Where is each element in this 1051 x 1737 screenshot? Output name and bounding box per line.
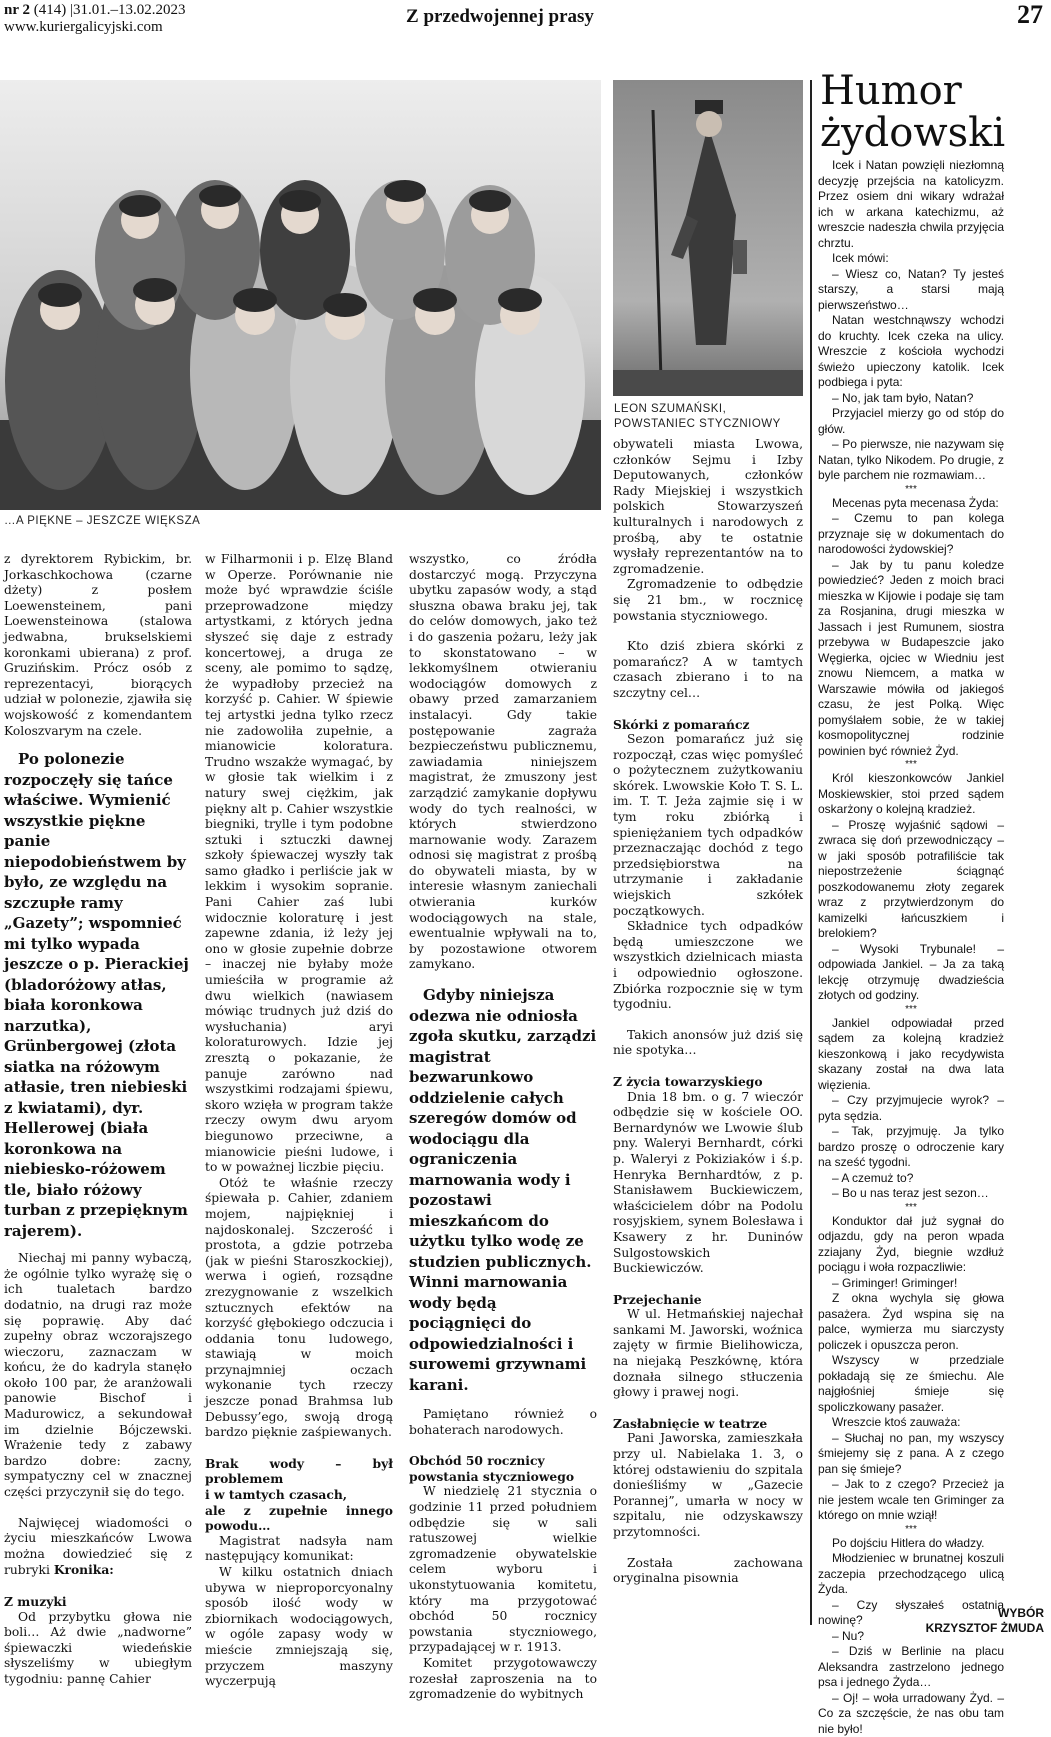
paragraph: W kilku ostatnich dniach ubywa w nieproporcyonalny sposób ilość wody w zbiornikach wodociągowych, w ogóle zapasy wody w mieście zmniejszają się, przyczem maszyny wyczerpują bbox=[205, 1565, 393, 1690]
paragraph: w Filharmonii i p. Elzę Bland w Operze. Porównanie nie może być wprawdzie ściśle przeprowadzone między artystkami, z których jedna słyszeć się daje z estrady koncertowej, a druga ze sceny, ale pomimo to sądzę, że wypadłoby przecież na korzyść p. Cahier. W śpiewie tej artystki jedna tylko rzecz nie zadowoliła zupełnie, a mianowicie koloratura. Trudno wszakże wymagać, by w głosie tak wielkim i z natury swej ciężkim, jak piękny alt p. Cahier wszystkie biegniki, trylle i tym podobne sztuki i sztuczki dawnej szkoły śpiewaczej wyszły tak samo gładko i perliście jak w lekkim i wysokim sopranie. Pani Cahier zaś lubi widocznie koloraturę i jest zapewne zdania, iż leży jej ono w głosie zupełnie dobrze – inaczej nie byłaby może umieściła w programie aż dwu wielkich (nawiasem mówiąc trudnych już dziś do wysłuchania) aryi koloraturowych. Idzie jej zresztą o pokazanie, że panuje zarówno nad wszystkimi rodzajami śpiewu, skoro wzięła w program także rzeczy owym dwu aryom biegunowo przeciwne, a mianowicie pieśni ludowe, i to w poważnej liczbie pięciu. bbox=[205, 552, 393, 1176]
page-number: 27 bbox=[1017, 0, 1043, 30]
subheading-line: Obchód 50 rocznicy bbox=[409, 1453, 597, 1469]
soldier-photo-caption bbox=[614, 402, 804, 432]
joke-line: Król kieszonkowców Jankiel Moskiewskier, stoi przed sądem oskarżony o kolejną kradzież. bbox=[818, 771, 1004, 818]
issue-no: (414) bbox=[34, 2, 67, 18]
joke-line: – Czy przyjmujecie wyrok? – pyta sędzia. bbox=[818, 1093, 1004, 1124]
joke-line: Wszyscy w przedziale pokładają się ze śmiechu. Ale najgłośniej śmieje się spoliczkowany pasażer. bbox=[818, 1353, 1004, 1415]
subheading-zaslabniecie: Zasłabnięcie w teatrze bbox=[613, 1416, 803, 1432]
paragraph: Komitet przygotowawczy rozesłał zaproszenia na to zgromadzenie do wybitnych bbox=[409, 1656, 597, 1703]
joke-line: Przyjaciel mierzy go od stóp do głów. bbox=[818, 406, 1004, 437]
paragraph: Składnice tych odpadków będą umieszczone we wszystkich dzielnicach miasta i odpowiednio ogłoszone. Zbiórka rozpocznie się w tym tygodniu. bbox=[613, 919, 803, 1013]
subheading-skorki: Skórki z pomarańcz bbox=[613, 717, 803, 733]
column-divider bbox=[810, 80, 812, 1625]
paragraph: Została zachowana oryginalna pisownia bbox=[613, 1556, 803, 1587]
joke-separator: *** bbox=[818, 759, 1004, 771]
paragraph: W ul. Hetmańskiej najechał sankami M. Jaworski, woźnica zajęty w firmie Bielihowicza, na niejaką Peszkównę, która doznała silnego stłuczenia głowy i prawej nogi. bbox=[613, 1307, 803, 1401]
subheading-obchod bbox=[409, 1453, 597, 1484]
signature bbox=[860, 1606, 1044, 1636]
joke-line: – Proszę wyjaśnić sądowi – zwraca się doń przewodniczący – w jaki sposób potrafiliście tak niepostrzeżenie ściągnąć poszkodowanemu złoty zegarek wraz z przytwierdzonym do kamizelki łańcuszkiem i brelokiem? bbox=[818, 818, 1004, 942]
joke-line: – No, jak tam było, Natan? bbox=[818, 391, 1004, 407]
subheading-line: i w tamtych czasach, bbox=[205, 1487, 393, 1503]
paragraph: Dnia 18 bm. o g. 7 wieczór odbędzie się w kościele OO. Bernardynów we Lwowie ślub pny. Waleryi Bernhardt, córki p. Waleryi z Pokiziaków i ś.p. Henryka Bernhardtów, z p. Stanisławem Buckiewiczem, właścicielem dóbr na Podolu rosyjskiem, synem Bolesława i Ksawery z hr. Duninów Sulgostowskich Buckiewiczów. bbox=[613, 1090, 803, 1277]
joke-line: Mecenas pyta mecenasa Żyda: bbox=[818, 496, 1004, 512]
paragraph: Otóż te właśnie rzeczy śpiewała p. Cahier, zdaniem mojem, najpiękniej i najdoskonalej. Szczerość i prostota, a gdzie potrzeba (jak w pieśni Staroszkockiej), werwa i ogień, rozsądne zrezygnowanie z wszelkich sztucznych efektów na korzyść głębokiego odczucia i oddania tonu ludowego, stawiają w moich przynajmniej oczach wykonanie tych rzeczy jeszcze ponad Brahmsa lub Debussy’ego, swoją drogą bardzo pięknie zaśpiewanych. bbox=[205, 1176, 393, 1441]
paragraph-bold: Kronika: bbox=[54, 1562, 114, 1577]
paragraph: Sezon pomarańcz już się rozpoczął, czas więc pomyśleć o pożytecznem zużytkowaniu skórek. Lwowskie Koło T. S. L. im. T. T. Jeża zajmie się i w tym roku zbiórką i spieniężaniem tych odpadków przeznaczając dochód z tego przedsiębiorstwa na utrzymanie i zakładanie wiejskich szkółek początkowych. bbox=[613, 732, 803, 919]
paragraph: obywateli miasta Lwowa, członków Sejmu i Izby Deputowanych, członków Rady Miejskiej i wszystkich polskich Stowarzyszeń kulturalnych i narodowych z prośbą, aby te ostatnie wysłały reprezentantów na to zgromadzenie. bbox=[613, 437, 803, 577]
paragraph: Magistrat nadsyła nam następujący komunikat: bbox=[205, 1534, 393, 1565]
paragraph: Pamiętano również o bohaterach narodowych. bbox=[409, 1407, 597, 1438]
joke-line: Icek mówi: bbox=[818, 251, 1004, 267]
joke-line: – Czy słyszałeś ostatnią nowinę? bbox=[818, 1598, 1004, 1629]
joke-line: – Czemu to pan kolega przyznaje się w dokumentach do narodowości żydowskiej? bbox=[818, 511, 1004, 558]
soldier-caption-line-2: POWSTANIEC STYCZNIOWY bbox=[614, 417, 804, 432]
joke-line: – Jak to z czego? Przecież ja nie jestem wcale ten Griminger za którego on mnie wziął! bbox=[818, 1477, 1004, 1524]
article-column-4 bbox=[613, 437, 803, 1587]
section-title: Z przedwojennej prasy bbox=[0, 6, 1000, 28]
article-column-1 bbox=[4, 552, 192, 1688]
paragraph: Niechaj mi panny wybaczą, że ogólnie tylko wyrażę się o ich tualetach bardzo dodatnio, na drugi raz może się poprawię. Aby dać zupełny obraz wczorajszego wieczoru, zaznaczam w końcu, że do kadryla stanęło około 100 par, że aranżowali panowie Bischof i Madurowicz, a sekundował im dzielnie Bójczewski. Wrażenie tedy z zabawy bardzo dobre: zacny, sympatyczny cel w znacznej części przyczynił się do tego. bbox=[4, 1251, 192, 1501]
joke-line: Wreszcie ktoś zauważa: bbox=[818, 1415, 1004, 1431]
paragraph bbox=[4, 1516, 192, 1579]
joke-line: Natan westchnąwszy wchodzi do kruchty. Icek czeka na ulicy. Wreszcie z kościoła wychodzi świeżo upieczony katolik. Icek podbiega i pyta: bbox=[818, 313, 1004, 391]
lead-paragraph: Po polonezie rozpoczęły się tańce właściwe. Wymienić wszystkie piękne panie niepodobieństwem by było, ze względu na szczupłe ramy „Gazety”; wspomnieć mi tylko wypada jeszcze o p. Pierackiej (bladoróżowy atłas, biała koronkowa narzutka), Grünbergowej (złota siatka na różowym atłasie, tren niebieski z kwiatami), dyr. Hellerowej (biała koronkowa na niebiesko-różowem tle, biało różowy turban z przepięknym rajerem). bbox=[4, 749, 192, 1241]
joke-separator: *** bbox=[818, 1524, 1004, 1536]
paragraph: Zgromadzenie to odbędzie się 21 bm., w rocznicę powstania styczniowego. bbox=[613, 577, 803, 624]
ladies-photo-caption: …A PIĘKNE – JESZCZE WIĘKSZA bbox=[4, 514, 404, 529]
subheading-line: ale z zupełnie innego powodu… bbox=[205, 1503, 393, 1534]
paragraph: Od przybytku głowa nie boli… Aż dwie „nadworne” śpiewaczki wiedeńskie słyszeliśmy w ubiegłym tygodniu: pannę Cahier bbox=[4, 1610, 192, 1688]
issue-number: nr 2 bbox=[4, 2, 30, 18]
joke-line: – Tak, przyjmuję. Ja tylko bardzo proszę o odroczenie kary na sześć tygodni. bbox=[818, 1124, 1004, 1171]
article-column-2 bbox=[205, 552, 393, 1690]
lead-paragraph: Gdyby niniejsza odezwa nie odniosła zgoła skutku, zarządzi magistrat bezwarunkowo oddzielenie całych szeregów domów od wodociągu dla ograniczenia marnowania wody i pozostawi mieszkańcom do użytku tylko wodę ze studzien publicznych. Winni marnowania wody będą pociągnięci do odpowiedzialności i surowemi grzywnami karani. bbox=[409, 985, 597, 1395]
subheading-woda bbox=[205, 1456, 393, 1534]
signature-author: KRZYSZTOF ŻMUDA bbox=[860, 1621, 1044, 1636]
paragraph: Pani Jaworska, zamieszkała przy ul. Nabielaka 1. 3, o której odstawieniu do szpitala donieśliśmy w „Gazecie Porannej”, umarła w nocy w szpitalu, nie odzyskawszy przytomności. bbox=[613, 1431, 803, 1540]
signature-line-1: WYBÓR bbox=[860, 1606, 1044, 1621]
subheading-line: Brak wody – był problemem bbox=[205, 1456, 393, 1487]
joke-line: – Oj! – woła urradowany Żyd. – Co za szczęście, że nas obu tam nie było! bbox=[818, 1691, 1004, 1737]
joke-line: Icek i Natan powzięli niezłomną decyzję przejścia na katolicyzm. Przez osiem dni wikary wdrażał ich w arkana katechizmu, aż wreszcie nadeszła chwila przyjęcia chrztu. bbox=[818, 158, 1004, 251]
humor-jokes bbox=[818, 158, 1004, 1737]
joke-line: Po dojściu Hitlera do władzy. bbox=[818, 1536, 1004, 1552]
soldier-caption-line-1: LEON SZUMAŃSKI, bbox=[614, 402, 804, 417]
article-column-3 bbox=[409, 552, 597, 1703]
joke-line: – Bo u nas teraz jest sezon… bbox=[818, 1186, 1004, 1202]
joke-line: Konduktor dał już sygnał do odjazdu, gdy na peron wpada zziajany Żyd, biegnie wzdłuż pociągu i woła rozpaczliwie: bbox=[818, 1214, 1004, 1276]
issue-dates: |31.01.–13.02.2023 bbox=[70, 2, 186, 18]
joke-line: Jankiel odpowiadał przed sądem za kolejną kradzież kieszonkową i jako recydywista skazany został na dwa lata więzienia. bbox=[818, 1016, 1004, 1094]
joke-separator: *** bbox=[818, 484, 1004, 496]
subheading-przejechanie: Przejechanie bbox=[613, 1292, 803, 1308]
website-link[interactable]: www.kuriergalicyjski.com bbox=[4, 19, 186, 36]
subheading-zycia: Z życia towarzyskiego bbox=[613, 1074, 803, 1090]
paragraph: wszystko, co źródła dostarczyć mogą. Przyczyna ubytku zapasów wody, a stąd słuszna obawa braku jej, tak do celów domowych, jako też i do gaszenia pożaru, leży jak to skonstatowano – w lekkomyślnem otwieraniu wodociągów domowych z obawy przed zamarzaniem instalacyi. Gdy takie postępowanie zagraża bezpieczeństwu publicznemu, zawiadamia niniejszem magistrat, że zmuszony jest zarządzić zamykanie dopływu wody do tych realności, w których stwierdzono marnowanie wody. Zarazem odnosi się magistrat z prośbą do obywateli miasta, by w interesie własnym zaniechali otwierania kurków wodociągowych na stale, ewentualnie wpływali na to, by pozostawione otworem zamykano. bbox=[409, 552, 597, 973]
joke-line: – Wysoki Trybunale! – odpowiada Jankiel. – Ja za taką lekcję otrzymuję dwadzieścia złotych od godziny. bbox=[818, 942, 1004, 1004]
joke-line: – Wiesz co, Natan? Ty jesteś starszy, a starsi mają pierwszeństwo… bbox=[818, 267, 1004, 314]
joke-line: – Po pierwsze, nie nazywam się Natan, tylko Nikodem. Po drugie, z byle parchem nie rozmawiam… bbox=[818, 437, 1004, 484]
paragraph-text: Najwięcej wiadomości o życiu mieszkańców Lwowa można dowiedzieć się z rubryki bbox=[4, 1516, 192, 1578]
soldier-photo bbox=[613, 80, 803, 396]
joke-line: – Griminger! Griminger! bbox=[818, 1276, 1004, 1292]
subheading-muzyki: Z muzyki bbox=[4, 1594, 192, 1610]
subheading-line: powstania styczniowego bbox=[409, 1469, 597, 1485]
joke-separator: *** bbox=[818, 1004, 1004, 1016]
joke-line: – Nu? bbox=[818, 1629, 1004, 1645]
joke-line: – A czemuż to? bbox=[818, 1171, 1004, 1187]
paragraph: z dyrektorem Rybickim, br. Jorkaschkochowa (czarne dżety) z posłem Loewensteinem, pani Loewensteinowa (stalowa jedwabna, brukselskiemi koronkami ubierana) z prof. Gruzińskim. Prócz osób z reprezentacyi, biorących udział w polonezie, zjawiła się wojskowość z komendantem Koloszvarym na czele. bbox=[4, 552, 192, 739]
joke-line: Młodzieniec w brunatnej koszuli zaczepia przechodzącego ulicą Żyda. bbox=[818, 1551, 1004, 1598]
humor-title-line-2: żydowski bbox=[820, 112, 1050, 154]
joke-line: – Jak by tu panu koledze powiedzieć? Jeden z moich braci mieszka w Kijowie i podaje się tam za Rosjanina, drugi mieszka w Jassach i jest Rumunem, siostra przebywa w Budapeszcie jako Węgierka, ojciec w Wiedniu jest znowu Niemcem, a matka w Warszawie mówiła od jakiegoś czasu, że jest Polką. Więc pomyślałem sobie, że w takiej kosmopolitycznej rodzinie powinien być również Żyd. bbox=[818, 558, 1004, 760]
joke-line: – Słuchaj no pan, my wszyscy śmiejemy się z pana. A z czego pan się śmieje? bbox=[818, 1431, 1004, 1478]
joke-line: – Dziś w Berlinie na placu Aleksandra zastrzelono jednego psa i jednego Żyda… bbox=[818, 1644, 1004, 1691]
joke-line: Z okna wychyla się głowa pasażera. Żyd wspina się na palce, wymierza mu siarczysty policzek i opuszcza peron. bbox=[818, 1291, 1004, 1353]
paragraph: W niedzielę 21 stycznia o godzinie 11 przed południem odbędzie się w sali ratuszowej wielkie zgromadzenie obywatelskie celem wyboru i ukonstytuowania komitetu, który ma przygotować obchód 50 rocznicy powstania styczniowego, przypadającej w r. 1913. bbox=[409, 1484, 597, 1656]
humor-title bbox=[820, 70, 1050, 154]
paragraph: Kto dziś zbiera skórki z pomarańcz? A w tamtych czasach zbierano i to na szczytny cel… bbox=[613, 639, 803, 701]
paragraph: Takich anonsów już dziś się nie spotyka… bbox=[613, 1028, 803, 1059]
joke-separator: *** bbox=[818, 1202, 1004, 1214]
humor-column bbox=[818, 158, 1004, 1737]
humor-title-line-1: Humor bbox=[820, 70, 1050, 112]
ladies-group-photo bbox=[0, 80, 601, 510]
